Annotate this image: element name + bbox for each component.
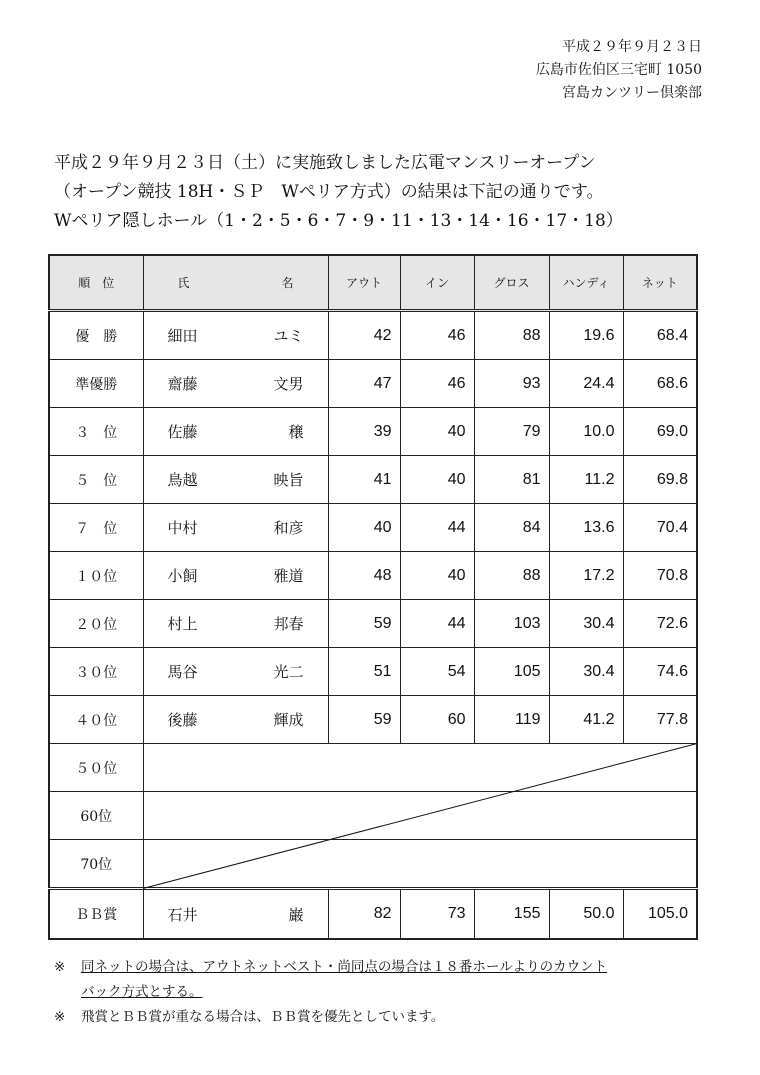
note-mark-1: ※ [54, 959, 66, 975]
surname: 石井 [167, 905, 198, 924]
name-cell [143, 456, 328, 504]
out-cell: 40 [328, 504, 400, 552]
surname: 佐藤 [167, 423, 198, 441]
handicap-cell: 10.0 [549, 408, 623, 456]
given-name: 雅道 [273, 567, 304, 585]
note-1-cont [54, 980, 607, 1005]
out-cell: 47 [328, 360, 400, 408]
rank-cell: ＢＢ賞 [49, 889, 143, 940]
out-cell: 48 [328, 552, 400, 600]
surname: 後藤 [167, 711, 198, 729]
handicap-cell: 19.6 [549, 311, 623, 360]
note-2 [54, 1005, 607, 1030]
net-cell: 70.4 [623, 504, 697, 552]
handicap-cell: 11.2 [549, 456, 623, 504]
name-cell [143, 696, 328, 744]
in-cell: 40 [400, 552, 474, 600]
net-cell: 105.0 [623, 889, 697, 940]
table-row [49, 600, 697, 648]
gross-cell: 88 [474, 311, 549, 360]
in-cell: 46 [400, 360, 474, 408]
header-out: アウト [328, 255, 400, 311]
rank-cell: 準優勝 [49, 360, 143, 408]
in-cell: 40 [400, 456, 474, 504]
surname: 馬谷 [167, 663, 198, 681]
name-cell [143, 648, 328, 696]
date: 平成２９年９月２３日 [562, 39, 702, 55]
in-cell: 44 [400, 504, 474, 552]
gross-cell: 81 [474, 456, 549, 504]
empty-row [49, 792, 697, 840]
net-cell: 70.8 [623, 552, 697, 600]
given-name: 映旨 [273, 471, 304, 489]
in-cell: 40 [400, 408, 474, 456]
out-cell: 42 [328, 311, 400, 360]
rank-cell: 70位 [49, 840, 143, 889]
handicap-cell: 17.2 [549, 552, 623, 600]
empty-cell [328, 840, 400, 889]
name-cell [143, 408, 328, 456]
empty-cell [549, 744, 623, 792]
empty-cell [143, 744, 328, 792]
gross-cell: 105 [474, 648, 549, 696]
header-name [143, 255, 328, 311]
document-header [536, 36, 702, 105]
table-body [49, 311, 697, 940]
rank-cell: ３０位 [49, 648, 143, 696]
table-row [49, 889, 697, 940]
note-mark-2: ※ [54, 1009, 66, 1025]
name-cell [143, 552, 328, 600]
table-row [49, 552, 697, 600]
net-cell: 68.6 [623, 360, 697, 408]
gross-cell: 119 [474, 696, 549, 744]
name-cell [143, 600, 328, 648]
note-1-text-a: 同ネットの場合は、アウトネットベスト・尚同点の場合は１８番ホールよりのカウント [81, 959, 608, 975]
table-header-row [49, 255, 697, 311]
name-cell [143, 889, 328, 940]
gross-cell: 88 [474, 552, 549, 600]
out-cell: 59 [328, 600, 400, 648]
gross-cell: 155 [474, 889, 549, 940]
given-name: 和彦 [273, 519, 304, 537]
table-row [49, 648, 697, 696]
surname: 齋藤 [167, 375, 198, 393]
empty-cell [143, 840, 328, 889]
rank-cell: １０位 [49, 552, 143, 600]
gross-cell: 103 [474, 600, 549, 648]
table-row [49, 311, 697, 360]
rank-cell: ７ 位 [49, 504, 143, 552]
header-name-a: 氏 [177, 276, 190, 290]
out-cell: 51 [328, 648, 400, 696]
header-handicap: ハンディ [549, 255, 623, 311]
empty-cell [549, 840, 623, 889]
gross-cell: 84 [474, 504, 549, 552]
net-cell: 69.0 [623, 408, 697, 456]
given-name: ユミ [273, 327, 304, 345]
handicap-cell: 24.4 [549, 360, 623, 408]
gross-cell: 79 [474, 408, 549, 456]
rank-cell: ３ 位 [49, 408, 143, 456]
notes [54, 955, 607, 1030]
empty-cell [623, 792, 697, 840]
handicap-cell: 50.0 [549, 889, 623, 940]
header-net: ネット [623, 255, 697, 311]
table-row [49, 696, 697, 744]
empty-cell [400, 840, 474, 889]
handicap-cell: 30.4 [549, 648, 623, 696]
gross-cell: 93 [474, 360, 549, 408]
table-row [49, 360, 697, 408]
in-cell: 44 [400, 600, 474, 648]
intro-line-2: （オープン競技 18H・ＳＰ Wペリア方式）の結果は下記の通りです。 [54, 182, 604, 202]
header-in: イン [400, 255, 474, 311]
surname: 細田 [167, 327, 198, 345]
empty-cell [143, 792, 328, 840]
header-rank: 順 位 [49, 255, 143, 311]
handicap-cell: 41.2 [549, 696, 623, 744]
empty-cell [328, 744, 400, 792]
surname: 中村 [167, 519, 198, 537]
given-name: 穣 [288, 423, 304, 441]
rank-cell: ４０位 [49, 696, 143, 744]
name-cell [143, 504, 328, 552]
intro-line-3: Wペリア隠しホール（1・2・5・6・7・9・11・13・14・16・17・18） [54, 211, 623, 231]
rank-cell: 60位 [49, 792, 143, 840]
in-cell: 73 [400, 889, 474, 940]
in-cell: 46 [400, 311, 474, 360]
empty-cell [474, 792, 549, 840]
net-cell: 72.6 [623, 600, 697, 648]
handicap-cell: 30.4 [549, 600, 623, 648]
empty-cell [328, 792, 400, 840]
rank-cell: ２０位 [49, 600, 143, 648]
net-cell: 68.4 [623, 311, 697, 360]
rank-cell: ５０位 [49, 744, 143, 792]
note-1 [54, 955, 607, 980]
club-name: 宮島カンツリー倶楽部 [562, 85, 702, 101]
table-row [49, 408, 697, 456]
note-2-text: 飛賞とＢＢ賞が重なる場合は、ＢＢ賞を優先としています。 [81, 1009, 445, 1025]
surname: 鳥越 [167, 471, 198, 489]
empty-row [49, 744, 697, 792]
note-1-text-b: バック方式とする。 [81, 984, 203, 1000]
given-name: 文男 [273, 375, 304, 393]
name-cell [143, 360, 328, 408]
net-cell: 74.6 [623, 648, 697, 696]
header-gross: グロス [474, 255, 549, 311]
in-cell: 54 [400, 648, 474, 696]
rank-cell: ５ 位 [49, 456, 143, 504]
header-name-b: 名 [281, 276, 294, 290]
in-cell: 60 [400, 696, 474, 744]
empty-cell [400, 792, 474, 840]
given-name: 輝成 [273, 711, 304, 729]
given-name: 邦春 [273, 615, 304, 633]
surname: 村上 [167, 615, 198, 633]
out-cell: 82 [328, 889, 400, 940]
empty-cell [549, 792, 623, 840]
name-cell [143, 311, 328, 360]
rank-cell: 優 勝 [49, 311, 143, 360]
net-cell: 77.8 [623, 696, 697, 744]
net-cell: 69.8 [623, 456, 697, 504]
given-name: 巌 [288, 905, 304, 924]
out-cell: 39 [328, 408, 400, 456]
surname: 小飼 [167, 567, 198, 585]
table-row [49, 504, 697, 552]
intro-line-1: 平成２９年９月２３日（土）に実施致しました広電マンスリーオープン [54, 153, 596, 173]
empty-cell [474, 744, 549, 792]
empty-cell [474, 840, 549, 889]
out-cell: 59 [328, 696, 400, 744]
empty-cell [623, 840, 697, 889]
intro-text [54, 149, 623, 236]
address: 広島市佐伯区三宅町 1050 [535, 62, 702, 78]
table-row [49, 456, 697, 504]
handicap-cell: 13.6 [549, 504, 623, 552]
empty-cell [623, 744, 697, 792]
out-cell: 41 [328, 456, 400, 504]
given-name: 光二 [273, 663, 304, 681]
empty-row [49, 840, 697, 889]
empty-cell [400, 744, 474, 792]
results-table [48, 254, 698, 940]
